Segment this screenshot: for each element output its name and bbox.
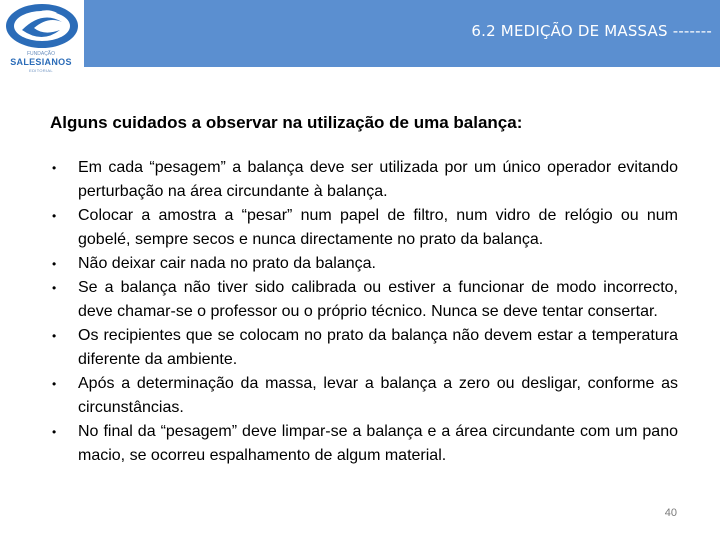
list-item <box>50 156 678 204</box>
bullet-icon: • <box>52 257 57 271</box>
salesianos-logo-icon <box>0 0 84 52</box>
list-item <box>50 324 678 372</box>
list-item-text: Os recipientes que se colocam no prato da balança não devem estar a temperatura diferente da ambiente. <box>78 327 678 368</box>
list-item-text: Após a determinação da massa, levar a balança a zero ou desligar, conforme as circunstâncias. <box>78 375 678 416</box>
page-number: 40 <box>664 507 677 519</box>
slide-title: 6.2 MEDIÇÃO DE MASSAS ------- <box>471 22 712 40</box>
bullet-icon: • <box>52 161 57 175</box>
logo-sub-text: EDITORIAL <box>29 68 53 73</box>
bullet-icon: • <box>52 209 57 223</box>
logo-name: SALESIANOS <box>10 57 72 67</box>
content-heading: Alguns cuidados a observar na utilização de uma balança: <box>50 113 523 132</box>
list-item-text: No final da “pesagem” deve limpar-se a balança e a área circundante com um pano macio, se ocorreu espalhamento de algum material. <box>78 423 678 464</box>
bullet-icon: • <box>52 329 57 343</box>
list-item-text: Não deixar cair nada no prato da balança. <box>78 255 376 272</box>
header-bar <box>84 0 720 67</box>
bullet-icon: • <box>52 281 57 295</box>
list-item <box>50 204 678 252</box>
bullet-icon: • <box>52 425 57 439</box>
list-item-text: Colocar a amostra a “pesar” num papel de filtro, num vidro de relógio ou num gobelé, sempre secos e nunca directamente no prato da balança. <box>78 207 678 248</box>
list-item-text: Se a balança não tiver sido calibrada ou estiver a funcionar de modo incorrecto, deve chamar-se o professor ou o próprio técnico. Nunca se deve tentar consertar. <box>78 279 678 320</box>
list-item <box>50 276 678 324</box>
list-item-text: Em cada “pesagem” a balança deve ser utilizada por um único operador evitando perturbação na área circundante à balança. <box>78 159 678 200</box>
bullet-list <box>50 156 678 468</box>
list-item <box>50 252 678 276</box>
list-item <box>50 372 678 420</box>
list-item <box>50 420 678 468</box>
logo-top-text: FUNDAÇÃO <box>26 51 56 57</box>
bullet-icon: • <box>52 377 57 391</box>
salesianos-logo <box>0 0 84 80</box>
